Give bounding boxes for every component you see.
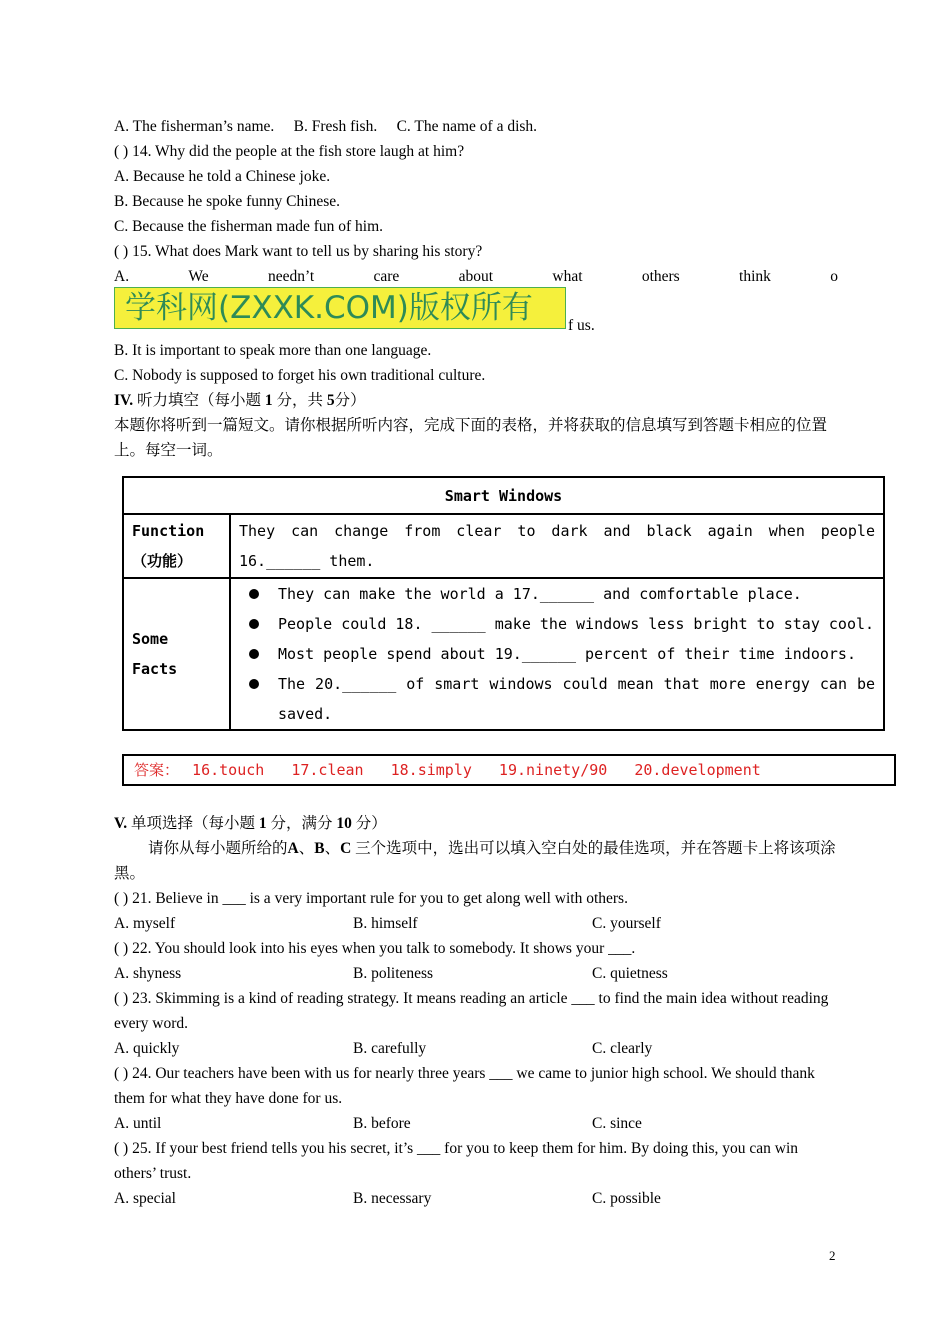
answer-item: 18.simply <box>390 761 472 779</box>
q13-option-b: B. Fresh fish. <box>293 118 378 135</box>
q15-option-a-line <box>114 267 838 287</box>
answer-box <box>122 754 896 786</box>
q24-stem: ( ) 24. Our teachers have been with us for nearly three years ___ we came to junior high school. We should thank them for what they have done for us. <box>114 1065 815 1107</box>
q15-stem: ( ) 15. What does Mark want to tell us by sharing his story? <box>114 243 483 260</box>
section-4-instructions: 本题你将听到一篇短文。请你根据所听内容，完成下面的表格，并将获取的信息填写到答题卡相应的位置上。每空一词。 <box>114 417 828 459</box>
q24-option-c: C. since <box>592 1115 642 1132</box>
answer-item: 17.clean <box>291 761 364 779</box>
q25-option-a: A. special <box>114 1190 176 1207</box>
q15-word: We <box>188 268 209 285</box>
fact-item: Most people spend about 19.______ percent of their time indoors. <box>239 639 875 669</box>
answer-item: 20.development <box>634 761 761 779</box>
section-5-heading: V. 单项选择（每小题 1 分，满分 10 分） <box>114 815 387 832</box>
q15-word: o <box>830 268 838 285</box>
q22-option-a: A. shyness <box>114 965 182 982</box>
q23-option-a: A. quickly <box>114 1040 180 1057</box>
q15-option-c: C. Nobody is supposed to forget his own traditional culture. <box>114 367 486 384</box>
q25-option-b: B. necessary <box>353 1190 432 1207</box>
answer-item: 16.touch <box>192 761 265 779</box>
q25-option-c: C. possible <box>592 1190 661 1207</box>
q21-option-b: B. himself <box>353 915 418 932</box>
q15-word: care <box>373 268 400 285</box>
q22-stem: ( ) 22. You should look into his eyes when you talk to somebody. It shows your ___. <box>114 940 636 957</box>
q14-option-a: A. Because he told a Chinese joke. <box>114 168 331 185</box>
q21-option-a: A. myself <box>114 915 176 932</box>
q14-option-b: B. Because he spoke funny Chinese. <box>114 193 340 210</box>
fact-item: They can make the world a 17.______ and comfortable place. <box>239 579 875 609</box>
q14-option-c: C. Because the fisherman made fun of him. <box>114 218 384 235</box>
smart-windows-table <box>122 476 885 731</box>
function-text: They can change from clear to dark and black again when people 16.______ them. <box>230 514 884 578</box>
q15-word: think <box>739 268 771 285</box>
q15-word: what <box>552 268 583 285</box>
facts-list <box>239 579 875 729</box>
q15-word: about <box>458 268 494 285</box>
facts-cell <box>230 578 884 730</box>
q22-option-c: C. quietness <box>592 965 668 982</box>
q15-word: A. <box>114 268 130 285</box>
q25-stem: ( ) 25. If your best friend tells you his secret, it’s ___ for you to keep them for him. By doing this, you can win others’ trust. <box>114 1140 799 1182</box>
q24-option-b: B. before <box>353 1115 411 1132</box>
facts-label: Some Facts <box>123 578 230 730</box>
answer-label: 答案： <box>134 761 180 779</box>
answer-item: 19.ninety/90 <box>498 761 608 779</box>
fact-item: The 20.______ of smart windows could mean that more energy can be saved. <box>239 669 875 729</box>
q22-option-b: B. politeness <box>353 965 434 982</box>
q13-option-c: C. The name of a dish. <box>396 118 538 135</box>
page-number: 2 <box>829 1248 836 1263</box>
q15-option-b: B. It is important to speak more than one language. <box>114 342 432 359</box>
q23-option-b: B. carefully <box>353 1040 427 1057</box>
q23-option-c: C. clearly <box>592 1040 653 1057</box>
section-4-number: IV. <box>114 392 134 409</box>
q15-word: needn’t <box>267 268 315 285</box>
section-5-instructions: 请你从每小题所给的A、B、C 三个选项中，选出可以填入空白处的最佳选项，并在答题卡上将该项涂黑。 <box>114 840 836 882</box>
section-4-heading: IV. 听力填空（每小题 1 分，共 5分） <box>114 392 366 409</box>
section-5-number: V. <box>114 815 128 832</box>
q21-stem: ( ) 21. Believe in ___ is a very important rule for you to get along well with others. <box>114 890 628 907</box>
table-title: Smart Windows <box>123 477 884 514</box>
function-label: Function <box>132 522 205 540</box>
q21-option-c: C. yourself <box>592 915 661 932</box>
function-label-cn: （功能） <box>132 552 193 570</box>
q13-option-a: A. The fisherman’s name. <box>114 118 275 135</box>
watermark-banner: 学科网(ZXXK.COM)版权所有 <box>114 287 566 329</box>
fact-item: People could 18. ______ make the windows less bright to stay cool. <box>239 609 875 639</box>
q15-option-a-tail: f us. <box>568 317 595 334</box>
q23-stem: ( ) 23. Skimming is a kind of reading strategy. It means reading an article ___ to find the main idea without reading every word. <box>114 990 844 1032</box>
q13-options <box>114 117 537 137</box>
function-label-cell <box>123 514 230 578</box>
q15-word: others <box>641 268 680 285</box>
q14-stem: ( ) 14. Why did the people at the fish store laugh at him? <box>114 143 465 160</box>
q24-option-a: A. until <box>114 1115 162 1132</box>
